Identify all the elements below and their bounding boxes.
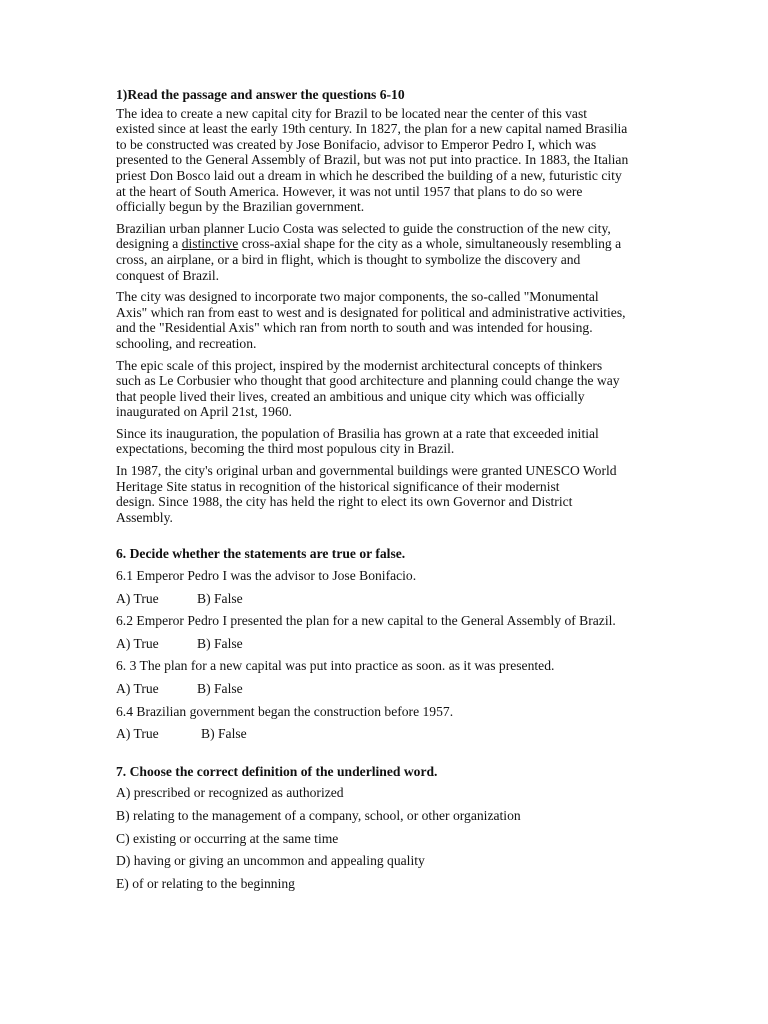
question-7-heading: 7. Choose the correct definition of the underlined word. xyxy=(116,763,438,779)
paragraph-line: Brazilian urban planner Lucio Costa was selected to guide the construction of the new city, xyxy=(116,220,611,236)
paragraph-line: schooling, and recreation. xyxy=(116,335,257,351)
options-6-1 xyxy=(116,591,656,607)
question-6-heading: 6. Decide whether the statements are true or false. xyxy=(116,546,406,562)
paragraph-line: In 1987, the city's original urban and governmental buildings were granted UNESCO World xyxy=(116,463,617,479)
option-false[interactable]: B) False xyxy=(197,681,243,696)
paragraph-line: existed since at least the early 19th century. In 1827, the plan for a new capital named Brasilia xyxy=(116,121,628,137)
definition-option-a[interactable]: A) prescribed or recognized as authorized xyxy=(116,785,344,801)
paragraph-line: conquest of Brazil. xyxy=(116,267,220,283)
paragraph-line: to be constructed was created by Jose Bonifacio, advisor to Emperor Pedro I, which was xyxy=(116,136,597,152)
statement-6-4: 6.4 Brazilian government began the construction before 1957. xyxy=(116,703,454,719)
underlined-word: distinctive xyxy=(181,236,239,252)
text-before-underline: designing a xyxy=(116,236,182,252)
paragraph-line: The epic scale of this project, inspired by the modernist architectural concepts of thinkers xyxy=(116,357,603,373)
definition-option-e[interactable]: E) of or relating to the beginning xyxy=(116,875,295,891)
option-false[interactable]: B) False xyxy=(197,635,243,651)
paragraph-6 xyxy=(116,463,656,525)
paragraph-line: presented to the General Assembly of Brazil, but was not put into practice. In 1883, the Italian xyxy=(116,152,629,168)
option-true[interactable]: A) True xyxy=(116,726,159,742)
paragraph-line: cross, an airplane, or a bird in flight, which is thought to symbolize the discovery and xyxy=(116,251,581,267)
definition-option-b[interactable]: B) relating to the management of a company, school, or other organization xyxy=(116,807,521,823)
paragraph-line: Axis" which ran from east to west and is designated for political and administrative activities, xyxy=(116,304,626,320)
paragraph-1 xyxy=(116,106,656,215)
paragraph-line: Heritage Site status in recognition of the historical significance of their modernist xyxy=(116,478,560,494)
passage-heading: 1)Read the passage and answer the questions 6-10 xyxy=(116,87,405,102)
paragraph-line-with-underline xyxy=(116,236,656,252)
option-false[interactable]: B) False xyxy=(201,726,247,742)
text-after-underline: cross-axial shape for the city as a whole, simultaneously resembling a xyxy=(238,236,622,252)
paragraph-line: that people lived their lives, created an ambitious and unique city which was officially xyxy=(116,388,585,404)
paragraph-4 xyxy=(116,358,656,420)
definition-option-c[interactable]: C) existing or occurring at the same time xyxy=(116,830,339,846)
paragraph-line: The city was designed to incorporate two major components, the so-called "Monumental xyxy=(116,289,599,305)
paragraph-2 xyxy=(116,221,656,283)
paragraph-line: design. Since 1988, the city has held the right to elect its own Governor and District xyxy=(116,494,573,510)
paragraph-5 xyxy=(116,426,656,457)
statement-6-2: 6.2 Emperor Pedro I presented the plan for a new capital to the General Assembly of Brazil. xyxy=(116,613,616,629)
options-6-4 xyxy=(116,726,656,742)
paragraph-line: Since its inauguration, the population of Brasilia has grown at a rate that exceeded initial xyxy=(116,425,599,441)
section-spacer xyxy=(116,531,656,546)
paragraph-line: at the heart of South America. However, it was not until 1957 that plans to do so were xyxy=(116,183,583,199)
paragraph-line: and the "Residential Axis" which ran from north to south and was intended for housing. xyxy=(116,320,593,336)
paragraph-3 xyxy=(116,289,656,351)
option-true[interactable]: A) True xyxy=(116,590,159,606)
paragraph-line: expectations, becoming the third most populous city in Brazil. xyxy=(116,441,455,457)
paragraph-line: officially begun by the Brazilian government. xyxy=(116,199,365,215)
options-6-3 xyxy=(116,681,656,697)
paragraph-line: inaugurated on April 21st, 1960. xyxy=(116,404,292,420)
statement-6-1: 6.1 Emperor Pedro I was the advisor to Jose Bonifacio. xyxy=(116,568,417,584)
option-true[interactable]: A) True xyxy=(116,635,159,651)
paragraph-line: priest Don Bosco laid out a dream in which he described the building of a new, futuristic city xyxy=(116,167,622,183)
definition-option-d[interactable]: D) having or giving an uncommon and appealing quality xyxy=(116,853,425,869)
document-page xyxy=(116,87,656,898)
statement-6-3: 6. 3 The plan for a new capital was put into practice as soon. as it was presented. xyxy=(116,658,555,674)
options-6-2 xyxy=(116,636,656,652)
paragraph-line: Assembly. xyxy=(116,509,173,525)
option-false[interactable]: B) False xyxy=(197,590,243,606)
paragraph-line: such as Le Corbusier who thought that good architecture and planning could change the way xyxy=(116,373,620,389)
option-true[interactable]: A) True xyxy=(116,681,159,696)
section-spacer xyxy=(116,749,656,764)
paragraph-line: The idea to create a new capital city for Brazil to be located near the center of this vast xyxy=(116,105,588,121)
